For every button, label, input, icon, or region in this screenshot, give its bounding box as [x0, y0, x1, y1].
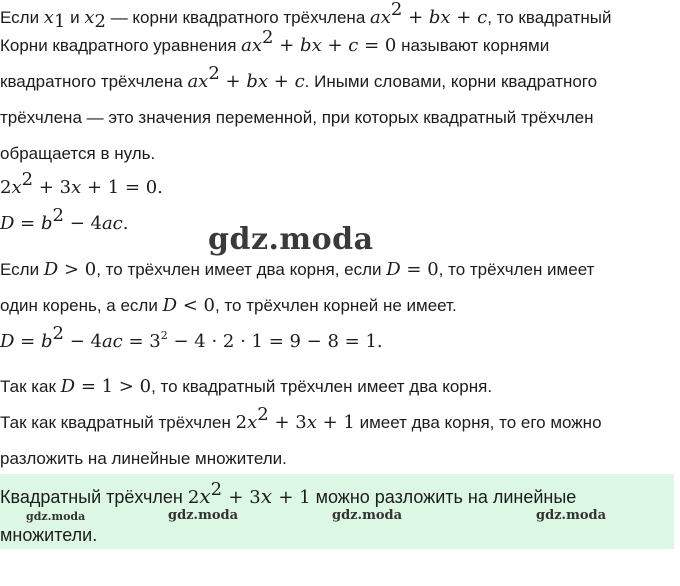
text-fragment: можно разложить на линейные: [310, 487, 577, 507]
text-fragment: Так как квадратный трёхчлен: [0, 413, 236, 432]
text-fragment: Если: [0, 260, 44, 279]
math-trinomial: $ax^2$ + bx + c: [187, 63, 305, 92]
text-fragment: называют корнями: [396, 36, 550, 55]
math-x1: $x_1$: [43, 7, 66, 32]
math-d-positive: D > 0: [43, 259, 97, 280]
text-fragment: имеет два корня, то его можно: [354, 413, 602, 432]
watermark-small: gdz.moda: [26, 510, 86, 523]
result-line-2: множители.: [0, 525, 98, 545]
text-fragment: квадратного трёхчлена: [0, 72, 188, 91]
text-line-12: [0, 404, 602, 435]
text-line-1: [0, 0, 612, 32]
watermark-small: gdz.moda: [332, 508, 403, 523]
text-fragment: Корни квадратного уравнения: [0, 36, 242, 55]
math-trinomial-result: $2x^2 + 3x + 1$: [187, 479, 311, 508]
text-fragment: , то трёхчлен имеет: [438, 260, 595, 279]
math-trinomial: $ax^2$ + bx + c: [370, 0, 488, 28]
text-line-11: [0, 375, 492, 399]
math-d-one: D = 1 > 0: [60, 376, 152, 397]
text-line-2: [0, 27, 550, 58]
math-equation: $ax^2$ + bx + c = 0: [241, 27, 397, 56]
text-line-4: трёхчлена — это значения переменной, при которых квадратный трёхчлен: [0, 108, 594, 127]
result-line-1: [0, 479, 577, 510]
text-fragment: , то квадратный трёхчлен имеет два корня.: [151, 377, 493, 396]
math-x2: $x_2$: [84, 7, 106, 32]
text-fragment: . Иными словами, корни квадратного: [304, 72, 598, 91]
text-fragment: Если: [0, 8, 44, 27]
text-line-9: [0, 294, 457, 318]
text-fragment: , то трёхчлен имеет два корня, если: [96, 260, 387, 279]
text-fragment: Квадратный трёхчлен: [0, 487, 188, 507]
watermark-small: gdz.moda: [168, 508, 239, 523]
watermark-small: gdz.moda: [536, 508, 607, 523]
watermark-logo: gdz.moda: [208, 222, 374, 257]
math-line-calculation: $D = b^2 - 4ac = 3^2 - 4 \cdot 2 \cdot 1 = 9 - 8 = 1$.: [0, 323, 383, 352]
text-fragment: , то трёхчлен корней не имеет.: [214, 296, 457, 315]
text-line-5: обращается в нуль.: [0, 144, 156, 163]
math-d-negative: D < 0: [162, 295, 215, 316]
text-line-13: разложить на линейные множители.: [0, 449, 287, 468]
text-line-8: [0, 258, 594, 282]
text-fragment: , то квадратный: [487, 8, 612, 27]
text-fragment: Так как: [0, 377, 61, 396]
math-d-zero: D = 0: [386, 259, 439, 280]
math-trinomial-example: $2x^2 + 3x + 1$: [235, 404, 355, 433]
text-fragment: — корни квадратного трёхчлена: [105, 8, 370, 27]
text-fragment: один корень, а если: [0, 296, 163, 315]
text-line-3: [0, 63, 598, 94]
math-line-discriminant: $D = b^2 - 4ac$.: [0, 205, 129, 234]
text-fragment: и: [65, 8, 85, 27]
math-line-equation: $2x^2 + 3x + 1 = 0$.: [0, 169, 163, 198]
